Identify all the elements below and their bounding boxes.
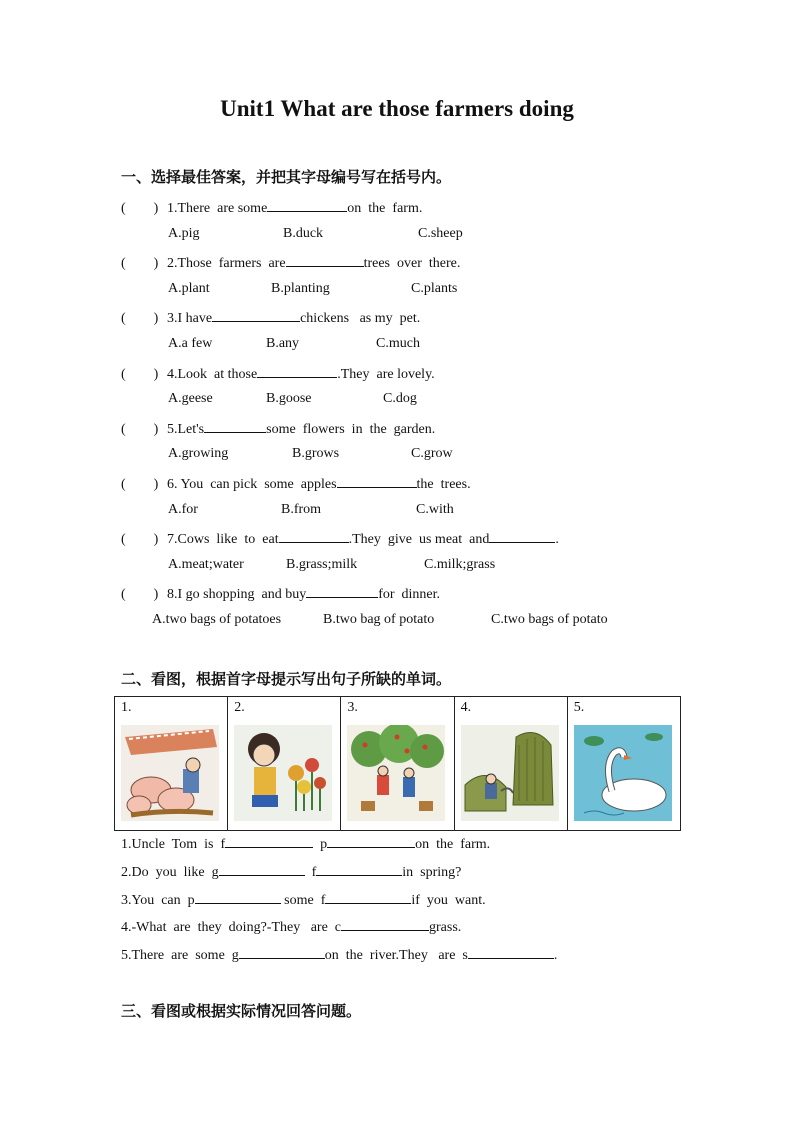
section3-heading: 三、看图或根据实际情况回答问题。	[121, 1002, 362, 1020]
question-2: ( ) 2.Those farmers are trees over there.	[121, 253, 460, 272]
answer-paren[interactable]: ( )	[121, 422, 159, 437]
answer-blank[interactable]	[327, 834, 415, 848]
picture-cell-3: 3.	[341, 697, 454, 831]
answer-blank[interactable]	[325, 890, 411, 904]
pigs-farmer-illustration	[121, 725, 219, 821]
answer-blank[interactable]	[468, 945, 554, 959]
question-6: ( ) 6. You can pick some apples the trees.	[121, 474, 471, 493]
swan-river-illustration	[574, 725, 672, 821]
sentence-2: 2.Do you like g f in spring?	[121, 862, 461, 881]
answer-blank[interactable]	[279, 529, 349, 543]
question-8: ( ) 8.I go shopping and buy for dinner.	[121, 584, 440, 603]
answer-paren[interactable]: ( )	[121, 477, 159, 492]
picture-cell-1: 1.	[115, 697, 228, 831]
answer-blank[interactable]	[225, 834, 313, 848]
answer-blank[interactable]	[286, 253, 364, 267]
answer-blank[interactable]	[204, 419, 266, 433]
picture-cell-4: 4.	[454, 697, 567, 831]
answer-blank[interactable]	[306, 584, 378, 598]
answer-blank[interactable]	[489, 529, 555, 543]
answer-paren[interactable]: ( )	[121, 201, 159, 216]
sentence-3: 3.You can p some f if you want.	[121, 890, 486, 909]
answer-paren[interactable]: ( )	[121, 367, 159, 382]
cutting-grass-illustration	[461, 725, 559, 821]
answer-blank[interactable]	[239, 945, 325, 959]
answer-blank[interactable]	[337, 474, 417, 488]
section1-heading: 一、选择最佳答案，并把其字母编号写在括号内。	[121, 168, 452, 186]
answer-blank[interactable]	[212, 308, 300, 322]
picture-cell-5: 5.	[567, 697, 680, 831]
answer-paren[interactable]: ( )	[121, 532, 159, 547]
answer-blank[interactable]	[219, 862, 305, 876]
answer-paren[interactable]: ( )	[121, 256, 159, 271]
picture-table	[114, 696, 681, 831]
question-3: ( ) 3.I have chickens as my pet.	[121, 308, 420, 327]
question-7: ( ) 7.Cows like to eat .They give us meat and .	[121, 529, 559, 548]
girl-flowers-illustration	[234, 725, 332, 821]
answer-blank[interactable]	[257, 364, 337, 378]
answer-blank[interactable]	[316, 862, 402, 876]
question-5: ( ) 5.Let's some flowers in the garden.	[121, 419, 435, 438]
sentence-1: 1.Uncle Tom is f p on the farm.	[121, 834, 490, 853]
sentence-5: 5.There are some g on the river.They are s .	[121, 945, 557, 964]
answer-paren[interactable]: ( )	[121, 311, 159, 326]
section2-heading: 二、看图，根据首字母提示写出句子所缺的单词。	[121, 670, 452, 688]
sentence-4: 4.-What are they doing?-They are c grass.	[121, 917, 461, 936]
picture-cell-2: 2.	[228, 697, 341, 831]
question-1: ( ) 1.There are some on the farm.	[121, 198, 422, 217]
question-4: ( ) 4.Look at those .They are lovely.	[121, 364, 435, 383]
apple-picking-illustration	[347, 725, 445, 821]
answer-blank[interactable]	[341, 917, 429, 931]
answer-blank[interactable]	[267, 198, 347, 212]
answer-blank[interactable]	[195, 890, 281, 904]
page-title: Unit1 What are those farmers doing	[220, 96, 574, 121]
answer-paren[interactable]: ( )	[121, 587, 159, 602]
